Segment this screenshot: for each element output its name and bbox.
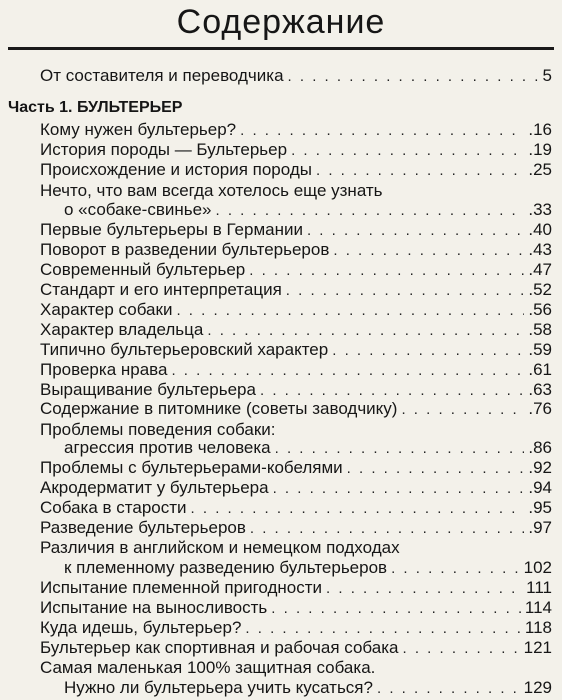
toc-entry [40,340,552,360]
toc-entry [40,658,552,678]
toc-page-number: 5 [542,66,552,85]
toc-entry [40,458,552,478]
toc-entry [40,518,552,538]
toc-leader-dots [316,161,524,181]
toc-entry [40,181,552,201]
toc-entry-title: к племенному разведению бультерьеров [64,558,388,577]
toc-leader-dots [347,459,525,479]
toc-entry-title: Современный бультерьер [40,260,246,279]
toc-page-number: .40 [528,220,552,239]
toc-leader-dots [307,221,524,241]
toc-entry-title: Проблемы поведения собаки: [40,420,276,439]
toc-entry-title: Проблемы с бультерьерами-кобелями [40,458,343,477]
toc-entry-title: Характер собаки [40,300,173,319]
toc-page-number: .63 [528,380,552,399]
toc-leader-dots [176,301,524,321]
toc-entry-title: Содержание в питомнике (советы заводчику) [40,399,398,418]
toc-entry [64,678,552,698]
toc-leader-dots [326,579,522,599]
toc-entry-title: Нечто, что вам всегда хотелось еще узнать [40,181,383,200]
toc-page-number: 114 [524,598,552,617]
toc-page-number: .95 [528,498,552,517]
toc-entry [40,399,552,419]
toc-page-number: .33 [528,200,552,219]
toc-leader-dots [273,479,525,499]
toc-entry [40,300,552,320]
toc-page-number: .25 [528,160,552,179]
toc-leader-dots [333,241,524,261]
toc-leader-dots [403,639,520,659]
toc-entry-title: Стандарт и его интерпретация [40,280,282,299]
toc-entry [40,360,552,380]
toc-entry-title: Самая маленькая 100% защитная собака. [40,658,376,677]
toc-entry-title: Поворот в разведении бультерьеров [40,240,330,259]
toc-part-heading [8,98,552,118]
toc-entry [64,200,552,220]
toc-leader-dots [401,400,524,420]
toc-entry [64,558,552,578]
toc-entry-title: Нужно ли бультерьера учить кусаться? [64,678,373,697]
toc-page-number: .16 [528,120,552,139]
toc-entry-title: Выращивание бультерьера [40,380,256,399]
toc-page-number: 121 [523,638,552,657]
toc-entry [64,438,552,458]
toc-entry [40,66,552,86]
title-rule [8,47,554,50]
toc-leader-dots [171,361,524,381]
toc-entry-title: Собака в старости [40,498,187,517]
toc-page-number: .61 [528,360,552,379]
toc-leader-dots [207,321,524,341]
toc-page-number: 102 [523,558,552,577]
toc-page-number: .76 [528,399,552,418]
toc-entry-title: Различия в английском и немецком подходах [40,538,400,557]
toc-entry-title: Разведение бультерьеров [40,518,246,537]
toc-entry-title: Часть 1. БУЛЬТЕРЬЕР [8,99,183,116]
toc-page-number: .58 [528,320,552,339]
toc-entry [40,638,552,658]
toc-entry [40,618,552,638]
toc-page-number: .97 [528,518,552,537]
toc-page-number: .59 [528,340,552,359]
toc-leader-dots [249,261,524,281]
toc-page-number: 129 [523,678,552,697]
toc-page-number: .56 [528,300,552,319]
toc-entry [40,578,552,598]
toc-page-number: 118 [524,618,552,637]
toc-entry [40,380,552,400]
toc-entry-title: Первые бультерьеры в Германии [40,220,303,239]
toc-entry [40,498,552,518]
toc-entry-title: От составителя и переводчика [40,66,284,85]
toc-entry [40,140,552,160]
toc-page-number: .43 [528,240,552,259]
toc-entry [40,320,552,340]
toc-entry-title: Проверка нрава [40,360,168,379]
toc-page-number: .47 [528,260,552,279]
toc-page-number: .52 [528,280,552,299]
toc-leader-dots [216,201,525,221]
toc-leader-dots [191,499,525,519]
toc-entry-title: Куда идешь, бультерьер? [40,618,242,637]
toc-page-number: .92 [528,458,552,477]
toc-entry-title: Типично бультерьеровский характер [40,340,329,359]
toc-entry [40,538,552,558]
toc-entry [40,160,552,180]
toc-entry [40,220,552,240]
toc-leader-dots [377,679,520,699]
toc-entry [40,420,552,440]
toc-entry [40,478,552,498]
page-title: Содержание [176,3,386,41]
toc-page-number: .19 [528,140,552,159]
toc-leader-dots [245,619,520,639]
toc-entry-title: История породы — Бультерьер [40,140,288,159]
toc-entry [40,120,552,140]
toc-entry-title: агрессия против человека [64,438,271,457]
toc-leader-dots [271,599,521,619]
toc-leader-dots [275,439,525,459]
toc-leader-dots [250,519,524,539]
toc-leader-dots [240,121,524,141]
toc-entry [40,240,552,260]
toc-entry-title: Испытание на выносливость [40,598,268,617]
toc-entry [40,280,552,300]
toc-entry-title: Акродерматит у бультерьера [40,478,269,497]
toc-leader-dots [260,381,524,401]
toc-entry-title: Бультерьер как спортивная и рабочая собака [40,638,399,657]
toc-entry [40,598,552,618]
toc-leader-dots [332,341,524,361]
toc-leader-dots [291,141,524,161]
toc-entry-title: Испытание племенной пригодности [40,578,323,597]
toc-entry-title: Происхождение и история породы [40,160,312,179]
toc-page-number: 111 [526,578,552,597]
toc-leader-dots [288,67,538,87]
toc-entry [40,260,552,280]
toc-entry-title: о «собаке-свинье» [64,200,212,219]
toc-entry-title: Кому нужен бультерьер? [40,120,237,139]
toc-entry-title: Характер владельца [40,320,204,339]
toc-page-number: .94 [528,478,552,497]
toc-leader-dots [286,281,525,301]
toc-page-number: .86 [528,438,552,457]
toc-leader-dots [391,559,520,579]
